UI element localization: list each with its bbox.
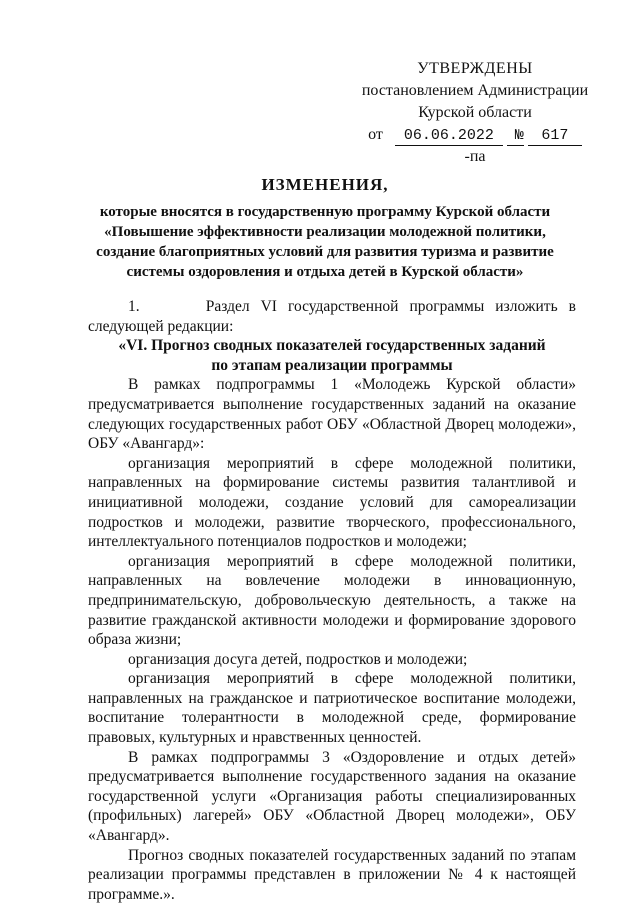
paragraph: организация досуга детей, подростков и молодежи; — [128, 650, 468, 668]
approval-block — [360, 58, 590, 168]
decree-number-prefix: № — [507, 127, 524, 146]
heading-subtitle — [90, 202, 560, 282]
paragraph: организация мероприятий в сфере молодежной политики, направленных на гражданское и патриотическое воспитание молодежи, воспитание толерантности в молодежной среде, формирование правовых, культурных и нравственных ценностей. — [88, 670, 576, 747]
paragraph: Прогноз сводных показателей государственных заданий по этапам реализации программы представлен в приложении № 4 к настоящей программе.». — [88, 846, 576, 903]
heading-sub-line: которые вносятся в государственную программу Курской области — [99, 204, 551, 220]
heading-sub-line: «Повышение эффективности реализации молодежной политики, — [104, 224, 546, 240]
item-1-paragraph: 1. Раздел VI государственной программы изложить в следующей редакции: — [88, 298, 576, 335]
paragraph: В рамках подпрограммы 3 «Оздоровление и отдых детей» предусматривается выполнение государственного задания на оказание государственной услуги «Организация работы специализированных (профильных) лагерей» ОБУ «Областной Дворец молодежи», ОБУ «Авангард». — [88, 748, 576, 845]
heading-sub-line: создание благоприятных условий для развития туризма и развитие — [96, 244, 554, 260]
decree-suffix: -па — [464, 148, 486, 165]
decree-line — [360, 124, 590, 168]
section-title-line: по этапам реализации программы — [211, 356, 453, 374]
approval-line-2: Курской области — [418, 104, 532, 121]
decree-from-prefix: от — [368, 126, 383, 143]
paragraph: организация мероприятий в сфере молодежной политики, направленных на формирование системы развития талантливой и инициативной молодежи, создание условий для самореализации подростков и молодежи, развитие творческого, профессионального, интеллектуального потенциалов подростков и молодежи; — [88, 454, 576, 551]
document-heading — [90, 173, 560, 282]
paragraph: организация мероприятий в сфере молодежной политики, направленных на вовлечение молодежи в инновационную, предпринимательскую, добровольческую деятельность, а также на развитие гражданской активности молодежи и формирование здорового образа жизни; — [88, 552, 576, 649]
section-title — [88, 336, 576, 375]
section-title-line: «VI. Прогноз сводных показателей государственных заданий — [118, 337, 546, 355]
approval-line-1: постановлением Администрации — [361, 82, 589, 99]
decree-number: 617 — [528, 127, 582, 146]
paragraph: В рамках подпрограммы 1 «Молодежь Курской области» предусматривается выполнение государственных заданий на оказание следующих государственных работ ОБУ «Областной Дворец молодежи», ОБУ «Авангард»: — [88, 376, 576, 453]
document-body — [88, 297, 576, 904]
approval-title: УТВЕРЖДЕНЫ — [417, 60, 533, 77]
heading-main: ИЗМЕНЕНИЯ, — [261, 175, 389, 194]
heading-sub-line: системы оздоровления и отдыха детей в Курской области» — [126, 264, 524, 280]
decree-date: 06.06.2022 — [395, 127, 503, 146]
